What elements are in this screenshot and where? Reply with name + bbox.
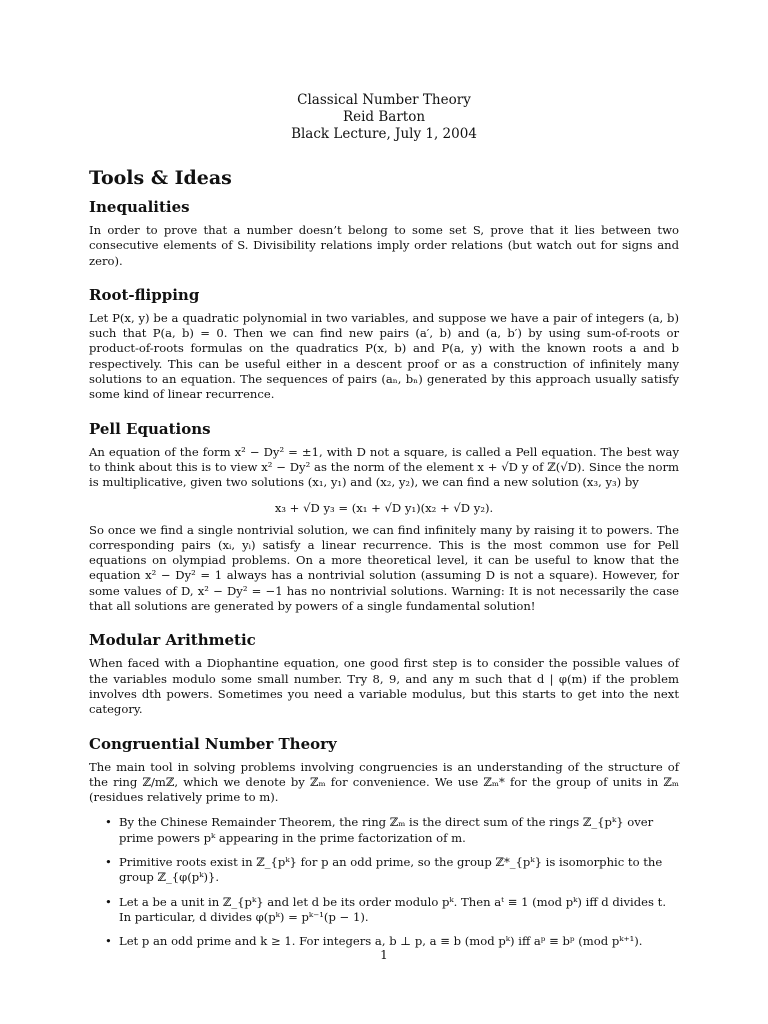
list-item xyxy=(89,815,679,846)
subsection-heading-pell: Pell Equations xyxy=(89,419,211,438)
list-item-text: By the Chinese Remainder Theorem, the ring ℤₘ is the direct sum of the rings ℤ_{pᵏ} over prime powers pᵏ appearing in the prime factorization of m. xyxy=(119,815,654,845)
paragraph-pell-intro: An equation of the form x² − Dy² = ±1, with D not a square, is called a Pell equation. The best way to think about this is to view x² − Dy² as the norm of the element x + √D y of ℤ(√D). Since the norm is multiplicative, given two solutions (x₁, y₁) and (x₂, y₂), we can find a new solution (x₃, y₃) by xyxy=(89,444,679,490)
paragraph-pell-continued: So once we find a single nontrivial solution, we can find infinitely many by raising it to powers. The corresponding pairs (xᵢ, yᵢ) satisfy a linear recurrence. This is the most common use for Pell equations on olympiad problems. On a more theoretical level, it can be useful to know that the equation x² − Dy² = 1 always has a nontrivial solution (assuming D is not a square). However, for some values of D, x² − Dy² = −1 has no nontrivial solutions. Warning: It is not necessarily the case that all solutions are generated by powers of a single fundamental solution! xyxy=(89,522,679,614)
document-title: Classical Number Theory xyxy=(297,92,471,108)
subsection-heading-modular: Modular Arithmetic xyxy=(89,631,256,650)
bullet-marker: • xyxy=(105,855,112,870)
congruential-bullet-list xyxy=(89,815,679,949)
list-item-text: Primitive roots exist in ℤ_{pᵏ} for p an odd prime, so the group ℤ*_{pᵏ} is isomorphic to the group ℤ_{φ(pᵏ)}. xyxy=(119,855,663,885)
document-page xyxy=(89,92,679,950)
subsection-heading-inequalities: Inequalities xyxy=(89,198,190,216)
document-author: Reid Barton xyxy=(342,109,426,125)
page-number: 1 xyxy=(380,948,388,962)
paragraph-modular: When faced with a Diophantine equation, one good first step is to consider the possible values of the variables modulo some small number. Try 8, 9, and any m such that d | φ(m) if the problem involves dth powers. Sometimes you need a variable modulus, but this starts to get into the next category. xyxy=(89,656,679,717)
subsection-heading-root-flipping: Root-flipping xyxy=(89,285,200,304)
list-item-text: Let p an odd prime and k ≥ 1. For integers a, b ⊥ p, a ≡ b (mod pᵏ) iff aᵖ ≡ bᵖ (mod pᵏ⁺¹). xyxy=(119,934,643,949)
list-item xyxy=(89,895,679,926)
list-item xyxy=(89,855,679,886)
bullet-marker: • xyxy=(105,815,112,830)
paragraph-root-flipping: Let P(x, y) be a quadratic polynomial in two variables, and suppose we have a pair of integers (a, b) such that P(a, b) = 0. Then we can find new pairs (a′, b) and (a, b′) by using sum-of-roots or product-of-roots formulas on the quadratics P(x, b) and P(a, y) with the known roots a and b respectively. This can be useful either in a descent proof or as a construction of infinitely many solutions to an equation. The sequences of pairs (aₙ, bₙ) generated by this approach usually satisfy some kind of linear recurrence. xyxy=(89,310,679,402)
subsection-heading-congruential: Congruential Number Theory xyxy=(89,734,337,753)
bullet-marker: • xyxy=(105,894,112,909)
paragraph-inequalities: In order to prove that a number doesn’t belong to some set S, prove that it lies between two consecutive elements of S. Divisibility relations imply order relations (but watch out for signs and zero). xyxy=(89,223,679,268)
section-heading-tools: Tools & Ideas xyxy=(89,167,232,189)
pell-display-equation: x₃ + √D y₃ = (x₁ + √D y₁)(x₂ + √D y₂). xyxy=(274,500,494,515)
list-item-text: Let a be a unit in ℤ_{pᵏ} and let d be its order modulo pᵏ. Then aᵗ ≡ 1 (mod pᵏ) iff d divides t. In particular, d divides φ(pᵏ) = pᵏ⁻¹(p − 1). xyxy=(119,894,667,924)
bullet-marker: • xyxy=(105,934,112,949)
document-event: Black Lecture, July 1, 2004 xyxy=(291,126,477,142)
paragraph-congruential: The main tool in solving problems involving congruencies is an understanding of the structure of the ring ℤ/mℤ, which we denote by ℤₘ for convenience. We use ℤₘ* for the group of units in ℤₘ (residues relatively prime to m). xyxy=(89,759,679,805)
document-header xyxy=(89,92,679,143)
